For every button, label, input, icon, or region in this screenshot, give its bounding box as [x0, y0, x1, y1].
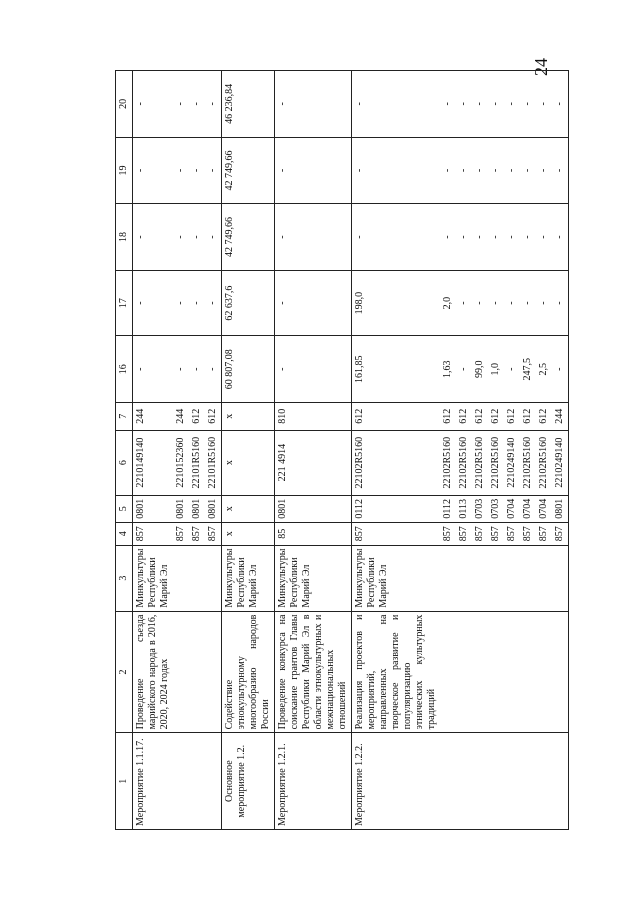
cell-c6: 22102R5160: [440, 430, 456, 495]
cell-c5: 0801: [552, 495, 569, 522]
cell-c2: Проведение съезда марийского народа в 2016, 2020, 2024 годах: [133, 611, 174, 733]
cell-c7: 612: [472, 402, 488, 430]
cell-c17: -: [552, 270, 569, 336]
cell-c4: 857: [205, 522, 222, 545]
cell-c7: 612: [504, 402, 520, 430]
cell-c17: -: [275, 270, 352, 336]
cell-c19: -: [205, 137, 222, 204]
cell-c7: 612: [488, 402, 504, 430]
cell-c4: 857: [173, 522, 189, 545]
cell-c18: -: [520, 204, 536, 271]
cell-c20: -: [173, 71, 189, 138]
table-row: [456, 71, 472, 830]
header-row: [116, 71, 133, 830]
cell-c16: 99,0: [472, 336, 488, 403]
cell-c2: [456, 611, 472, 733]
cell-c4: 857: [536, 522, 552, 545]
cell-c16: 1,63: [440, 336, 456, 403]
cell-c1: [456, 733, 472, 830]
cell-c2: Реализация проектов и мероприятий, направленных на творческое развитие и популяризацию этнических культурных традиций: [352, 611, 441, 733]
cell-c7: 612: [440, 402, 456, 430]
cell-c6: 22102R5160: [536, 430, 552, 495]
cell-c6: 22101R5160: [205, 430, 222, 495]
cell-c4: 857: [520, 522, 536, 545]
cell-c1: [552, 733, 569, 830]
cell-c1: [504, 733, 520, 830]
cell-c6: 22102R5160: [488, 430, 504, 495]
cell-c3: [520, 545, 536, 611]
cell-c16: 1,0: [488, 336, 504, 403]
budget-table: [115, 70, 569, 830]
cell-c17: -: [205, 270, 222, 336]
cell-c19: -: [552, 137, 569, 204]
cell-c4: 857: [133, 522, 174, 545]
cell-c1: [173, 733, 189, 830]
cell-c3: [472, 545, 488, 611]
table-row: [472, 71, 488, 830]
cell-c20: -: [189, 71, 205, 138]
cell-c18: -: [456, 204, 472, 271]
col-header: 5: [116, 495, 133, 522]
cell-c5: 0703: [472, 495, 488, 522]
cell-c6: 2210249140: [504, 430, 520, 495]
table-row: [440, 71, 456, 830]
table-row: [536, 71, 552, 830]
cell-c17: 198,0: [352, 270, 441, 336]
cell-c18: -: [472, 204, 488, 271]
cell-c20: -: [520, 71, 536, 138]
cell-c17: -: [536, 270, 552, 336]
cell-c6: 2210152360: [173, 430, 189, 495]
table-row: [488, 71, 504, 830]
cell-c2: [173, 611, 189, 733]
cell-c16: 247,5: [520, 336, 536, 403]
cell-c5: 0112: [352, 495, 441, 522]
table-row: [205, 71, 222, 830]
cell-c20: -: [488, 71, 504, 138]
col-header: 19: [116, 137, 133, 204]
cell-c16: -: [456, 336, 472, 403]
cell-c18: -: [552, 204, 569, 271]
cell-c3: [456, 545, 472, 611]
cell-c16: -: [173, 336, 189, 403]
cell-c2: [205, 611, 222, 733]
col-header: 1: [116, 733, 133, 830]
cell-c5: 0704: [520, 495, 536, 522]
col-header: 16: [116, 336, 133, 403]
cell-c17: -: [488, 270, 504, 336]
cell-c16: 161,85: [352, 336, 441, 403]
table-row: [520, 71, 536, 830]
cell-c1: [440, 733, 456, 830]
cell-c1: [472, 733, 488, 830]
cell-c7: 612: [205, 402, 222, 430]
cell-c5: x: [222, 495, 275, 522]
cell-c18: 42 749,66: [222, 204, 275, 271]
cell-c20: -: [133, 71, 174, 138]
cell-c18: -: [488, 204, 504, 271]
cell-c6: 221 4914: [275, 430, 352, 495]
cell-c18: -: [440, 204, 456, 271]
cell-c5: 0801: [205, 495, 222, 522]
table-row: [173, 71, 189, 830]
cell-c1: Мероприятие 1.1.17.: [133, 733, 174, 830]
cell-c20: -: [440, 71, 456, 138]
cell-c7: x: [222, 402, 275, 430]
cell-c5: 0112: [440, 495, 456, 522]
table-row: [133, 71, 174, 830]
cell-c4: 857: [504, 522, 520, 545]
cell-c4: 857: [456, 522, 472, 545]
cell-c6: 2210149140: [133, 430, 174, 495]
cell-c2: [488, 611, 504, 733]
cell-c3: [205, 545, 222, 611]
cell-c1: [488, 733, 504, 830]
cell-c19: -: [520, 137, 536, 204]
cell-c3: Минкультуры Республики Марий Эл: [275, 545, 352, 611]
cell-c4: 857: [352, 522, 441, 545]
cell-c19: -: [133, 137, 174, 204]
cell-c2: Содействие этнокультурному многообразию народов России: [222, 611, 275, 733]
cell-c19: -: [189, 137, 205, 204]
cell-c3: [440, 545, 456, 611]
cell-c3: [504, 545, 520, 611]
cell-c17: -: [189, 270, 205, 336]
cell-c18: -: [173, 204, 189, 271]
cell-c6: 22101R5160: [189, 430, 205, 495]
cell-c1: [520, 733, 536, 830]
col-header: 6: [116, 430, 133, 495]
cell-c16: -: [133, 336, 174, 403]
col-header: 18: [116, 204, 133, 271]
table-body: [133, 71, 569, 830]
cell-c1: Основное мероприятие 1.2.: [222, 733, 275, 830]
cell-c18: -: [189, 204, 205, 271]
cell-c20: -: [352, 71, 441, 138]
cell-c2: [472, 611, 488, 733]
cell-c19: -: [352, 137, 441, 204]
cell-c3: Минкультуры Республики Марий Эл: [352, 545, 441, 611]
cell-c6: x: [222, 430, 275, 495]
cell-c2: [552, 611, 569, 733]
cell-c19: 42 749,66: [222, 137, 275, 204]
cell-c4: 85: [275, 522, 352, 545]
cell-c19: -: [456, 137, 472, 204]
cell-c19: -: [275, 137, 352, 204]
cell-c6: 22102R5160: [456, 430, 472, 495]
cell-c19: -: [504, 137, 520, 204]
cell-c16: 2,5: [536, 336, 552, 403]
cell-c16: -: [552, 336, 569, 403]
cell-c5: 0801: [173, 495, 189, 522]
table-row: [504, 71, 520, 830]
rotated-table-container: [115, 70, 575, 830]
cell-c20: -: [456, 71, 472, 138]
cell-c7: 244: [173, 402, 189, 430]
table-row: [552, 71, 569, 830]
table-row: [222, 71, 275, 830]
cell-c1: [189, 733, 205, 830]
cell-c7: 612: [352, 402, 441, 430]
cell-c1: [205, 733, 222, 830]
cell-c16: 60 807,08: [222, 336, 275, 403]
cell-c3: [536, 545, 552, 611]
cell-c6: 2210249140: [552, 430, 569, 495]
cell-c7: 810: [275, 402, 352, 430]
cell-c2: [189, 611, 205, 733]
cell-c18: -: [352, 204, 441, 271]
cell-c18: -: [133, 204, 174, 271]
cell-c5: 0801: [189, 495, 205, 522]
cell-c6: 22102R5160: [520, 430, 536, 495]
cell-c20: -: [536, 71, 552, 138]
cell-c18: -: [504, 204, 520, 271]
cell-c16: -: [205, 336, 222, 403]
cell-c2: [440, 611, 456, 733]
col-header: 4: [116, 522, 133, 545]
cell-c16: -: [275, 336, 352, 403]
cell-c4: 857: [488, 522, 504, 545]
cell-c19: -: [472, 137, 488, 204]
cell-c4: 857: [472, 522, 488, 545]
cell-c2: Проведение конкурса на соискание грантов Главы Республики Марий Эл в области этнокультурных и межнациональных отношений: [275, 611, 352, 733]
cell-c4: 857: [552, 522, 569, 545]
col-header: 2: [116, 611, 133, 733]
cell-c3: [552, 545, 569, 611]
cell-c5: 0801: [275, 495, 352, 522]
cell-c18: -: [205, 204, 222, 271]
cell-c5: 0703: [488, 495, 504, 522]
cell-c17: 62 637,6: [222, 270, 275, 336]
cell-c5: 0704: [504, 495, 520, 522]
cell-c5: 0801: [133, 495, 174, 522]
cell-c4: 857: [189, 522, 205, 545]
cell-c1: [536, 733, 552, 830]
cell-c18: -: [275, 204, 352, 271]
cell-c7: 612: [456, 402, 472, 430]
cell-c5: 0704: [536, 495, 552, 522]
cell-c19: -: [173, 137, 189, 204]
page-number: 24: [531, 58, 551, 76]
col-header: 20: [116, 71, 133, 138]
cell-c7: 244: [552, 402, 569, 430]
cell-c17: -: [133, 270, 174, 336]
cell-c3: [488, 545, 504, 611]
cell-c20: -: [504, 71, 520, 138]
cell-c20: -: [472, 71, 488, 138]
cell-c17: 2,0: [440, 270, 456, 336]
cell-c7: 612: [189, 402, 205, 430]
table-row: [189, 71, 205, 830]
cell-c3: [189, 545, 205, 611]
cell-c20: -: [205, 71, 222, 138]
cell-c2: [504, 611, 520, 733]
cell-c1: Мероприятие 1.2.1.: [275, 733, 352, 830]
cell-c17: -: [504, 270, 520, 336]
cell-c2: [536, 611, 552, 733]
cell-c2: [520, 611, 536, 733]
cell-c20: -: [552, 71, 569, 138]
cell-c3: [173, 545, 189, 611]
cell-c17: -: [472, 270, 488, 336]
cell-c20: 46 236,84: [222, 71, 275, 138]
cell-c5: 0113: [456, 495, 472, 522]
table-row: [275, 71, 352, 830]
cell-c19: -: [440, 137, 456, 204]
cell-c19: -: [488, 137, 504, 204]
cell-c17: -: [456, 270, 472, 336]
cell-c6: 22102R5160: [352, 430, 441, 495]
cell-c16: -: [504, 336, 520, 403]
cell-c20: -: [275, 71, 352, 138]
cell-c3: Минкультуры Республики Марий Эл: [222, 545, 275, 611]
cell-c4: 857: [440, 522, 456, 545]
cell-c18: -: [536, 204, 552, 271]
table-row: [352, 71, 441, 830]
cell-c19: -: [536, 137, 552, 204]
cell-c6: 22102R5160: [472, 430, 488, 495]
col-header: 3: [116, 545, 133, 611]
cell-c4: x: [222, 522, 275, 545]
cell-c3: Минкультуры Республики Марий Эл: [133, 545, 174, 611]
cell-c7: 612: [520, 402, 536, 430]
cell-c17: -: [173, 270, 189, 336]
cell-c16: -: [189, 336, 205, 403]
cell-c7: 612: [536, 402, 552, 430]
col-header: 17: [116, 270, 133, 336]
cell-c17: -: [520, 270, 536, 336]
cell-c7: 244: [133, 402, 174, 430]
cell-c1: Мероприятие 1.2.2.: [352, 733, 441, 830]
col-header: 7: [116, 402, 133, 430]
